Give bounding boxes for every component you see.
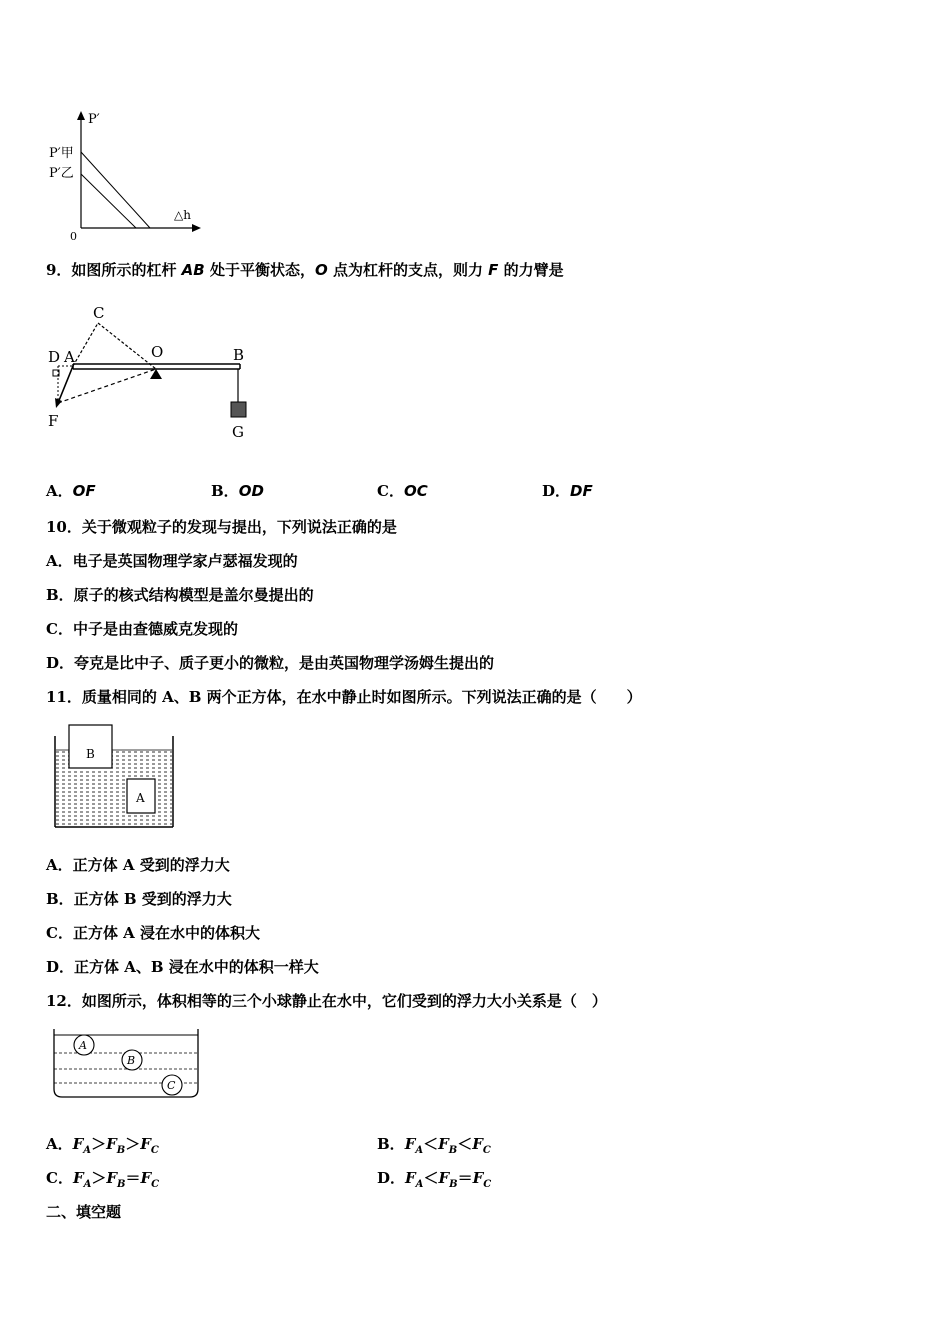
force-symbol: F <box>140 1169 152 1187</box>
force-symbol: F <box>438 1135 449 1153</box>
q9-o: O <box>314 261 328 279</box>
force-subscript: A <box>83 1179 92 1190</box>
q10-stem: 10．关于微观粒子的发现与提出，下列说法正确的是 <box>46 518 397 536</box>
relation-symbol: ＜ <box>423 1169 439 1187</box>
q9-stem <box>46 261 564 279</box>
q12-option-c-letter: C． <box>46 1169 73 1187</box>
q11-option-d: D．正方体 A、B 浸在水中的体积一样大 <box>46 958 319 976</box>
q12-option-d-letter: D． <box>377 1169 406 1187</box>
lever-label-f: F <box>48 412 59 430</box>
p2-label: P′乙 <box>49 166 74 181</box>
q9-option-b-text: OD <box>238 482 264 500</box>
q11-stem: 11．质量相同的 A、B 两个正方体，在水中静止时如图所示。下列说法正确的是（ ） <box>46 688 642 706</box>
q11-option-b: B．正方体 B 受到的浮力大 <box>46 890 232 908</box>
force-subscript: C <box>150 1145 159 1156</box>
q12-stem: 12．如图所示，体积相等的三个小球静止在水中，它们受到的浮力大小关系是（ ） <box>46 992 607 1010</box>
lever-label-g: G <box>232 423 244 441</box>
q9-text-2: 处于平衡状态， <box>204 261 315 279</box>
q12-option-c <box>46 1169 159 1194</box>
lever-label-c: C <box>93 304 105 322</box>
q9-text-1: 9．如图所示的杠杆 <box>46 261 182 279</box>
relation-symbol: ＞ <box>91 1135 107 1153</box>
q10-option-c: C．中子是由查德威克发现的 <box>46 620 238 638</box>
relation-symbol: ＜ <box>457 1135 473 1153</box>
force-subscript: A <box>83 1145 92 1156</box>
q9-option-a <box>46 482 96 500</box>
force-symbol: F <box>472 1169 484 1187</box>
lever-label-d: D <box>48 348 61 366</box>
force-subscript: A <box>415 1145 424 1156</box>
q11-option-c: C．正方体 A 浸在水中的体积大 <box>46 924 261 942</box>
q12-option-b-letter: B． <box>377 1135 405 1153</box>
block-b-label: B <box>86 747 95 761</box>
lever-diagram <box>44 300 264 445</box>
force-subscript: B <box>116 1145 126 1156</box>
y-axis-label: P′ <box>88 112 100 127</box>
force-subscript: B <box>117 1179 126 1190</box>
lever-label-o: O <box>151 343 164 361</box>
force-symbol: F <box>106 1135 117 1153</box>
block-a-label: A <box>136 791 145 805</box>
q12-option-a-letter: A． <box>46 1135 73 1153</box>
q10-option-b: B．原子的核式结构模型是盖尔曼提出的 <box>46 586 314 604</box>
force-subscript: C <box>151 1179 160 1190</box>
force-symbol: F <box>72 1135 84 1153</box>
q9-option-c <box>377 482 428 500</box>
p1-label: P′甲 <box>49 146 74 161</box>
ball-c-label: C <box>167 1079 176 1092</box>
relation-symbol: ＞ <box>91 1169 107 1187</box>
q11-option-a: A．正方体 A 受到的浮力大 <box>46 856 230 874</box>
origin-label: 0 <box>70 230 77 243</box>
force-subscript: A <box>415 1179 424 1190</box>
relation-symbol: ＜ <box>423 1135 439 1153</box>
q9-option-d-text: DF <box>570 482 593 500</box>
lever-label-a: A <box>64 348 75 366</box>
q10-option-a: A．电子是英国物理学家卢瑟福发现的 <box>46 552 298 570</box>
force-subscript: C <box>482 1145 491 1156</box>
q9-option-d-letter: D． <box>542 482 571 500</box>
q9-text-4: 的力臂是 <box>498 261 564 279</box>
relation-symbol: ＞ <box>125 1135 141 1153</box>
ball-a-label: A <box>79 1039 87 1052</box>
force-subscript: B <box>449 1179 458 1190</box>
section-title: 二、填空题 <box>46 1203 122 1221</box>
force-subscript: B <box>448 1145 458 1156</box>
q9-option-b <box>211 482 264 500</box>
q12-option-a <box>46 1135 159 1160</box>
q9-ab: AB <box>181 261 205 279</box>
force-symbol: F <box>404 1135 416 1153</box>
relation-symbol: ＝ <box>125 1169 141 1187</box>
q10-option-d: D．夸克是比中子、质子更小的微粒，是由英国物理学汤姆生提出的 <box>46 654 495 672</box>
q9-option-a-letter: A． <box>46 482 73 500</box>
force-subscript: C <box>483 1179 492 1190</box>
q12-option-d <box>377 1169 491 1194</box>
q9-option-d <box>542 482 593 500</box>
force-symbol: F <box>106 1169 118 1187</box>
x-axis-label: △h <box>174 208 191 222</box>
q9-option-c-letter: C． <box>377 482 404 500</box>
ball-b-label: B <box>127 1054 136 1067</box>
force-symbol: F <box>472 1135 483 1153</box>
relation-symbol: ＝ <box>457 1169 473 1187</box>
q9-text-3: 点为杠杆的支点，则力 <box>327 261 489 279</box>
three-balls-diagram <box>50 1025 205 1103</box>
q9-f: F <box>488 261 499 279</box>
force-symbol: F <box>140 1135 151 1153</box>
q9-option-b-letter: B． <box>211 482 239 500</box>
pressure-graph <box>44 105 214 245</box>
force-symbol: F <box>405 1169 416 1187</box>
force-symbol: F <box>72 1169 84 1187</box>
force-symbol: F <box>438 1169 450 1187</box>
q9-option-c-text: OC <box>403 482 428 500</box>
q9-option-a-text: OF <box>72 482 96 500</box>
lever-label-b: B <box>233 346 245 364</box>
q12-option-b <box>377 1135 491 1160</box>
water-tank-diagram <box>50 722 180 832</box>
